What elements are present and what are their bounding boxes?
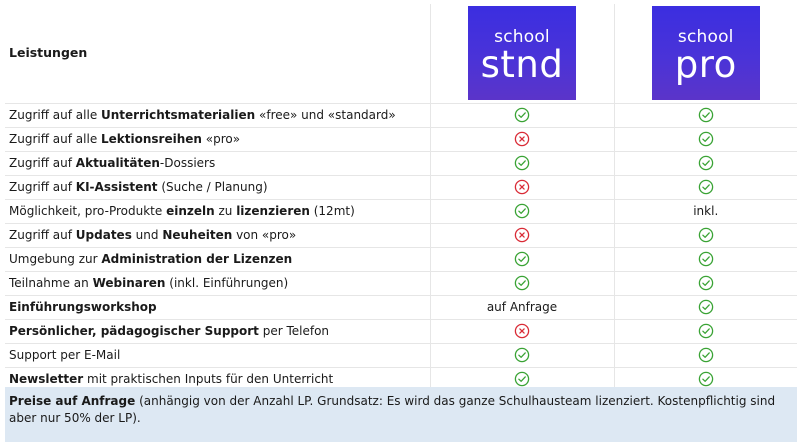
feature-label-text: Zugriff auf [9, 156, 76, 170]
feature-row [5, 103, 797, 127]
feature-label-text: «pro» [201, 132, 241, 146]
plan-stnd-text: auf Anfrage [486, 300, 558, 314]
plan-pro-value [614, 103, 797, 127]
cross-icon [514, 323, 530, 339]
feature-label [5, 199, 430, 223]
plan-pro-value [614, 295, 797, 319]
feature-label-text: von «pro» [232, 228, 297, 242]
feature-label-text: Zugriff auf alle [9, 108, 102, 122]
feature-label-bold: lizenzieren [236, 204, 310, 218]
feature-row [5, 199, 797, 223]
header-row [5, 4, 797, 103]
school-pro-logo [652, 6, 760, 100]
check-icon [514, 275, 530, 291]
check-icon [698, 227, 714, 243]
check-icon [698, 275, 714, 291]
check-icon [698, 179, 714, 195]
logo-big-text: pro [674, 43, 737, 87]
feature-label-bold: Unterrichtsmaterialien [101, 108, 256, 122]
plan-pro-value [614, 343, 797, 367]
feature-label-text: Zugriff auf alle [9, 132, 102, 146]
check-icon [698, 323, 714, 339]
comparison-table [5, 4, 797, 392]
feature-label [5, 343, 430, 367]
check-icon [514, 251, 530, 267]
pricing-note-bold: Preise auf Anfrage [9, 394, 136, 408]
check-icon [514, 371, 530, 387]
feature-row [5, 343, 797, 367]
plan-pro-value [614, 271, 797, 295]
feature-label [5, 319, 430, 343]
feature-label-text: mit praktischen Inputs für den Unterricht [83, 372, 334, 386]
services-heading: Leistungen [5, 4, 430, 103]
check-icon [698, 347, 714, 363]
check-icon [698, 251, 714, 267]
plan-pro-value [614, 247, 797, 271]
feature-row [5, 247, 797, 271]
feature-label [5, 247, 430, 271]
feature-label-text: (Suche / Planung) [157, 180, 268, 194]
cross-icon [514, 179, 530, 195]
feature-label [5, 127, 430, 151]
feature-label [5, 271, 430, 295]
feature-label-text: -Dossiers [159, 156, 216, 170]
feature-label-text: Möglichkeit, pro-Produkte [9, 204, 167, 218]
feature-label-text: Zugriff auf [9, 228, 76, 242]
feature-label-bold: Lektionsreihen [101, 132, 202, 146]
feature-label [5, 223, 430, 247]
plan-stnd-value [430, 127, 614, 151]
feature-label [5, 295, 430, 319]
feature-label [5, 151, 430, 175]
feature-label-text: per Telefon [258, 324, 330, 338]
plan-stnd-value [430, 319, 614, 343]
plan-stnd-value [430, 151, 614, 175]
feature-label-bold: Einführungsworkshop [9, 300, 157, 314]
feature-label-text: Umgebung zur [9, 252, 102, 266]
feature-label-text: Zugriff auf [9, 180, 76, 194]
feature-label-text: und [131, 228, 163, 242]
plan-pro-value [614, 151, 797, 175]
plan-pro-value [614, 319, 797, 343]
plan-stnd-value [430, 295, 614, 319]
plan-stnd-value [430, 247, 614, 271]
feature-row [5, 319, 797, 343]
plan-stnd-value [430, 199, 614, 223]
feature-label [5, 175, 430, 199]
feature-label-bold: KI-Assistent [75, 180, 158, 194]
feature-label-bold: Newsletter [9, 372, 84, 386]
feature-row [5, 175, 797, 199]
logo-small-text: school [677, 27, 734, 48]
plan-pro-value [614, 127, 797, 151]
logo-small-text: school [494, 27, 550, 48]
pricing-note-text: (anhängig von der Anzahl LP. Grundsatz: Es wird das ganze Schulhausteam lizenziert. Kostenpflichtig sind aber nur 50% der LP). [9, 394, 776, 425]
plan-stnd-value [430, 343, 614, 367]
check-icon [698, 131, 714, 147]
plan-pro-text: inkl. [693, 204, 719, 218]
feature-label-bold: Webinaren [92, 276, 166, 290]
pricing-note [5, 387, 797, 442]
feature-label-text: «free» und «standard» [255, 108, 396, 122]
feature-label-bold: Updates [75, 228, 132, 242]
plan-pro-value [614, 223, 797, 247]
feature-row [5, 295, 797, 319]
check-icon [514, 347, 530, 363]
plan-pro-value [614, 199, 797, 223]
plan-pro-cell [614, 4, 797, 103]
feature-label-bold: Persönlicher, pädagogischer Support [9, 324, 259, 338]
check-icon [698, 371, 714, 387]
feature-row [5, 271, 797, 295]
feature-label-bold: Administration der Lizenzen [101, 252, 293, 266]
plan-stnd-cell [430, 4, 614, 103]
school-stnd-logo [468, 6, 576, 100]
check-icon [698, 107, 714, 123]
feature-label-text: Teilnahme an [9, 276, 93, 290]
plan-stnd-value [430, 175, 614, 199]
cross-icon [514, 131, 530, 147]
plan-stnd-value [430, 103, 614, 127]
feature-label [5, 103, 430, 127]
plan-stnd-value [430, 223, 614, 247]
feature-label-text: (12mt) [309, 204, 355, 218]
logo-big-text: stnd [480, 43, 564, 87]
feature-label-bold: einzeln [166, 204, 215, 218]
plan-stnd-value [430, 271, 614, 295]
check-icon [514, 155, 530, 171]
feature-label-bold: Neuheiten [162, 228, 233, 242]
feature-label-text: Support per E-Mail [9, 348, 121, 362]
check-icon [514, 203, 530, 219]
cross-icon [514, 227, 530, 243]
check-icon [514, 107, 530, 123]
plan-pro-value [614, 175, 797, 199]
feature-label-bold: Aktualitäten [75, 156, 160, 170]
feature-row [5, 223, 797, 247]
feature-label-text: zu [214, 204, 237, 218]
feature-row [5, 151, 797, 175]
feature-row [5, 127, 797, 151]
check-icon [698, 155, 714, 171]
feature-label-text: (inkl. Einführungen) [165, 276, 289, 290]
check-icon [698, 299, 714, 315]
